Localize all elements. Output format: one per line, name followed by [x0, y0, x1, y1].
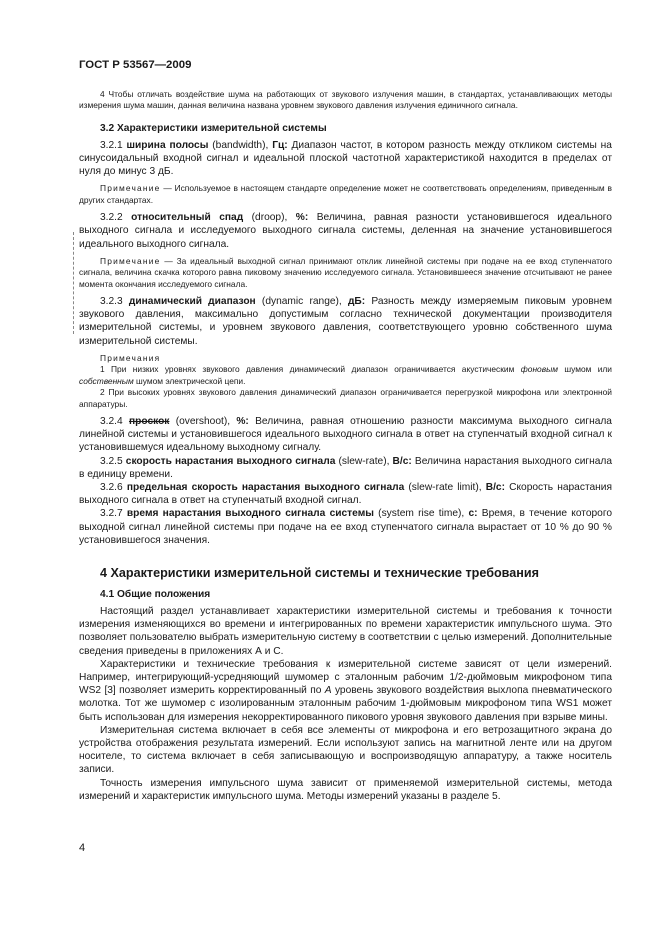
clause-3-2-4: 3.2.4 проскок (overshoot), %: Величина, равная отношению разности максимума выходного сигнала линейной системы и установившегося идеального выходного сигнала в ответ на ступенчатый входной сигнал к установившемуся идеальному выходному сигналу.	[79, 415, 612, 454]
note-bandwidth: Примечание — Используемое в настоящем стандарте определение может не соответствовать определениям, приведенным в других стандартах.	[79, 183, 612, 205]
note-dynamic-2: 2 При высоких уровнях звукового давления динамический диапазон ограничивается перегрузкой микрофона или электронной аппаратуры.	[79, 387, 612, 409]
section-4-para-3: Измерительная система включает в себя все элементы от микрофона и его ветрозащитного экрана до устройства отображения результата измерений. Если используют запись на магнитной ленте или на другом носителе, то система включает в себя записывающую и воспроизводящую аппаратуру, а также носитель записи.	[79, 724, 612, 776]
note-dynamic-1: 1 При низких уровнях звукового давления динамический диапазон ограничивается акустическим фоновым шумом или собственным шумом электрической цепи.	[79, 364, 612, 386]
clause-3-2-7: 3.2.7 время нарастания выходного сигнала системы (system rise time), с: Время, в течение которого выходной сигнал линейной системы при подаче на ее вход ступенчатого сигнала вырастает от 10 % до 90 % установившегося значения.	[79, 508, 612, 546]
note-4: 4 Чтобы отличать воздействие шума на работающих от звукового излучения машин, в стандартах, устанавливающих методы измерения шума машин, данная величина названа уровнем звукового давления излучения единичного сигнала.	[79, 89, 612, 111]
document-header: ГОСТ Р 53567—2009	[79, 59, 192, 71]
clause-3-2-3: 3.2.3 динамический диапазон (dynamic range), дБ: Разность между измеряемым пиковым уровнем звукового давления, максимально допустимым согласно технической документации производителя измерительной системы, и уровнем звукового давления, соответствующего уровню собственного шума измерительной системы.	[79, 296, 612, 347]
section-4-1-heading: 4.1 Общие положения	[100, 588, 211, 600]
notes-label: Примечания	[100, 352, 161, 363]
section-4-heading: 4 Характеристики измерительной системы и технические требования	[100, 565, 539, 580]
section-3-2-heading: 3.2 Характеристики измерительной системы	[100, 122, 327, 134]
clause-3-2-5: 3.2.5 скорость нарастания выходного сигнала (slew-rate), В/с: Величина нарастания выходного сигнала в единицу времени.	[79, 455, 613, 480]
clause-3-2-6: 3.2.6 предельная скорость нарастания выходного сигнала (slew-rate limit), В/с: Скорость нарастания выходного сигнала в ответ на ступенчатый входной сигнал.	[79, 481, 612, 507]
note-droop: Примечание — За идеальный выходной сигнал принимают отклик линейной системы при подаче на ее вход ступенчатого сигнала, величина скачка которого равна пиковому значению исследуемого сигнала. Установившееся значение отсчитывают не ранее момента окончания исследуемого сигнала.	[79, 255, 612, 289]
change-bar	[73, 232, 74, 334]
clause-3-2-1: 3.2.1 ширина полосы (bandwidth), Гц: Диапазон частот, в котором разность между откликом системы на синусоидальный входной сигнал и идеальной плоской частотной характеристикой находится в пределах от нуля до минус 3 дБ.	[79, 139, 612, 178]
page-content	[79, 89, 612, 803]
clause-3-2-2: 3.2.2 относительный спад (droop), %: Величина, равная разности установившегося идеального выходного сигнала и исследуемого выходного сигнала системы, деленная на значение установившегося идеального выходного сигнала.	[79, 212, 612, 250]
section-4-para-2: Характеристики и технические требования к измерительной системе зависят от цели измерений. Например, интегрирующий-усредняющий шумомер с эталонным рабочим 1/2-дюймовым микрофоном типа WS2 [3] позволяет измерить корректированный по А уровень звукового воздействия выхлопа пневматического молотка. Тот же шумомер с изолированным эталонным рабочим 1-дюймовым микрофоном типа WS1 может быть использован для измерения некорректированного пикового уровня звукового давления при взрыве мины.	[79, 658, 612, 723]
section-4-para-1: Настоящий раздел устанавливает характеристики измерительной системы и требования к точности измерения изменяющихся во времени и интегрированных по времени характеристик импульсного шума. Это позволяет пользователю выбрать измерительную систему в соответствии с целью измерений. Дополнительные сведения приведены в приложениях А и С.	[79, 605, 612, 657]
page-number: 4	[79, 842, 86, 854]
section-4-para-4: Точность измерения импульсного шума зависит от применяемой измерительной системы, метода измерений и характеристик импульсного шума. Методы измерений указаны в разделе 5.	[79, 777, 612, 802]
